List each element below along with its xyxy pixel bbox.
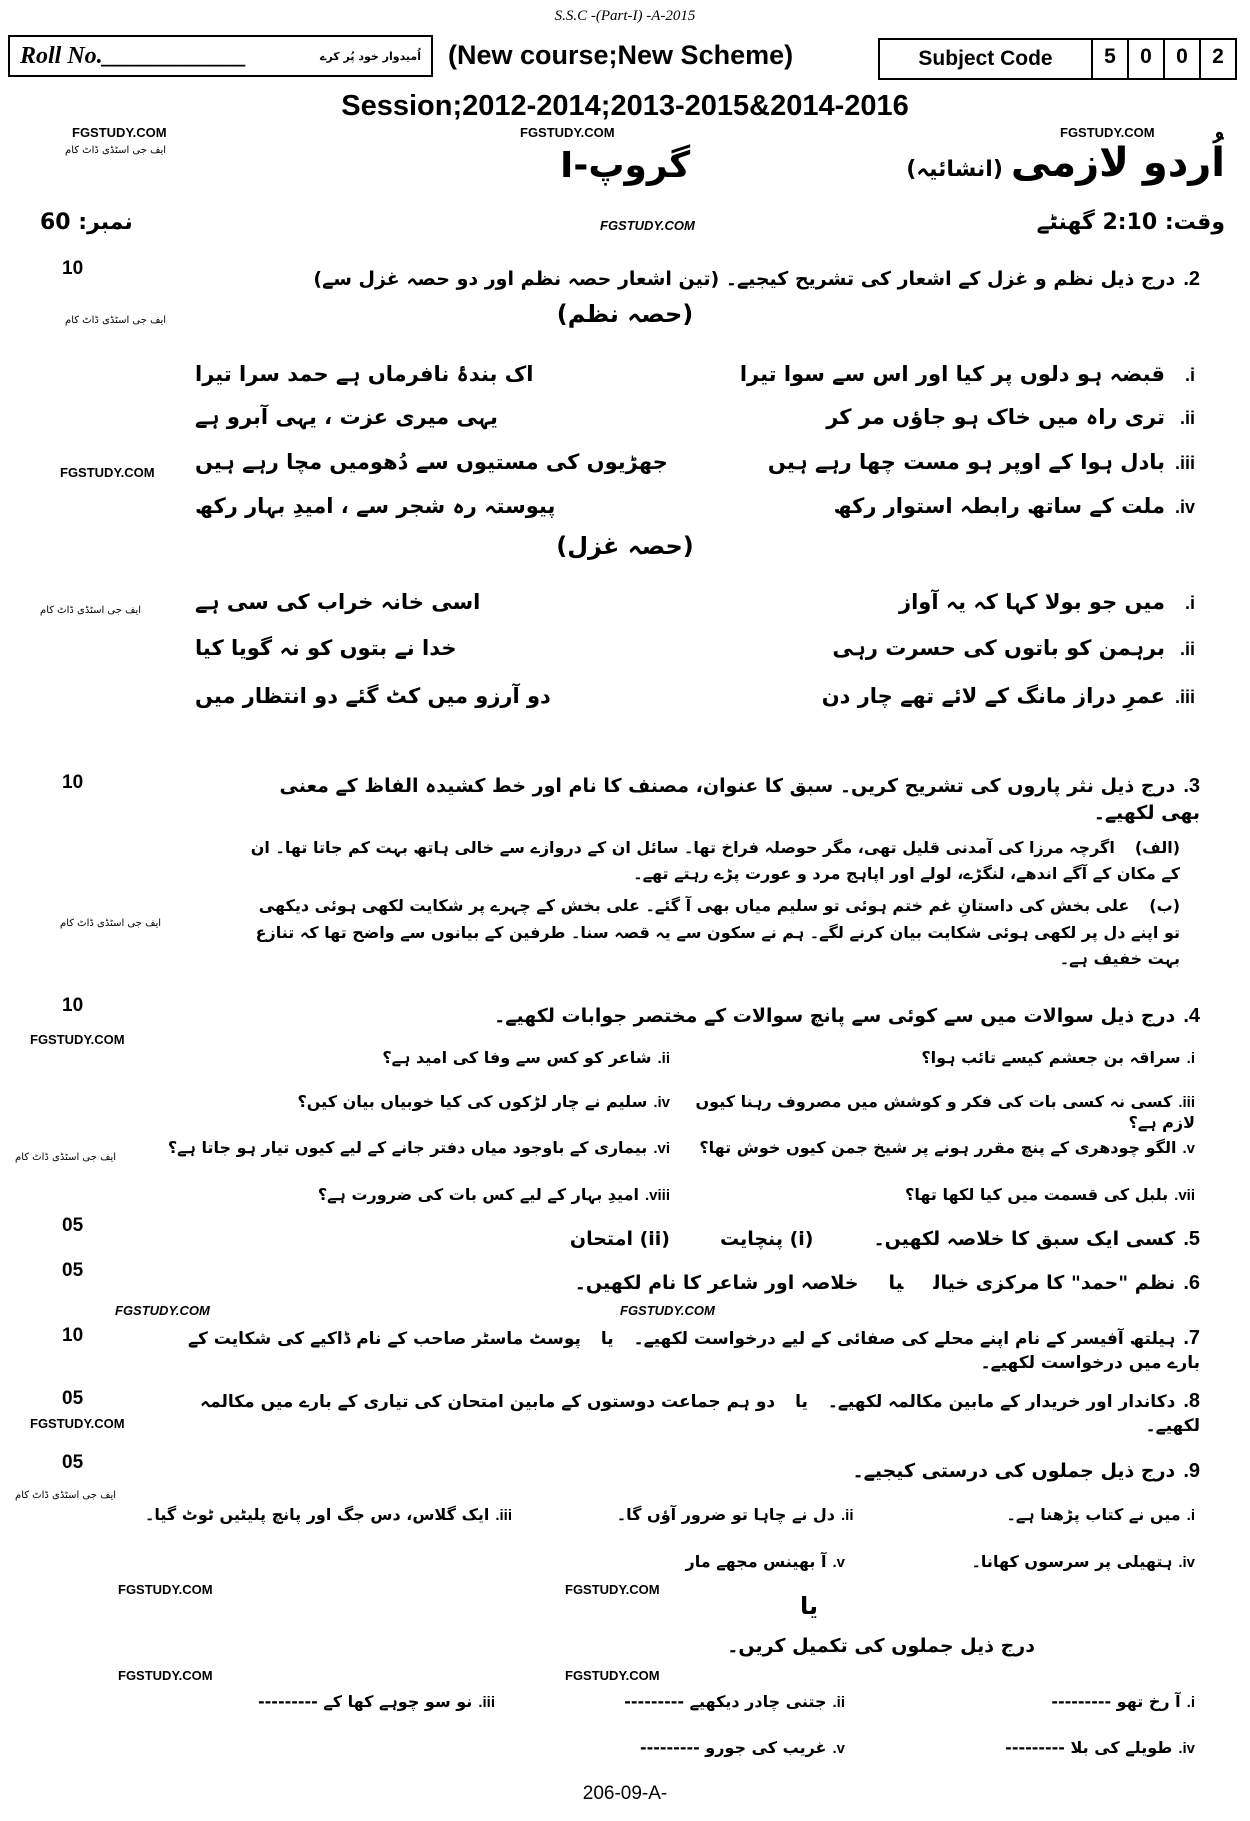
- or-label: یا: [888, 1272, 904, 1294]
- ghazal-heading: (حصہ غزل): [556, 532, 694, 560]
- question-text: امیدِ بہار کے لیے کس بات کی ضرورت ہے؟: [317, 1185, 639, 1204]
- sentence-item: [845, 1692, 1195, 1711]
- watermark: FGSTUDY.COM: [60, 465, 155, 480]
- sentence-number: v.: [832, 1740, 845, 1757]
- sentence-row: [495, 1738, 1195, 1757]
- verse-line-b: پیوستہ رہ شجر سے ، امیدِ بہار رکھ: [195, 494, 556, 518]
- subject-subtitle: (انشائیہ): [906, 157, 1003, 182]
- or-label: یا: [600, 1329, 614, 1349]
- session-line: Session;2012-2014;2013-2015&2014-2016: [341, 90, 909, 122]
- board-line: S.S.C -(Part-I) -A-2015: [554, 8, 696, 24]
- question-text: سلیم نے چار لڑکوں کی کیا خوبیاں بیان کیں؟: [297, 1092, 648, 1111]
- subject-code-digit: 0: [1127, 40, 1163, 78]
- verse-row: [195, 684, 1195, 708]
- question-number: iv.: [653, 1094, 670, 1111]
- sentence-text: نو سو چوہے کھا کے ---------: [258, 1692, 473, 1711]
- q7-instruction: [170, 1325, 1200, 1375]
- question-row: [145, 1185, 1195, 1206]
- verse-row: [195, 636, 1195, 660]
- verse-number: iii.: [1174, 687, 1195, 707]
- verse-line-a: میں جو بولا کہا کہ یہ آواز: [899, 590, 1165, 614]
- subject-code-box: [878, 38, 1237, 80]
- watermark: FGSTUDY.COM: [30, 1032, 125, 1047]
- sentence-row: [145, 1692, 1195, 1711]
- verse-line-b: خدا نے بتوں کو نہ گویا کیا: [195, 636, 457, 660]
- question-text: شاعر کو کس سے وفا کی امید ہے؟: [382, 1048, 652, 1067]
- q8-instruction: [170, 1388, 1200, 1438]
- passage-text: اگرچہ مرزا کی آمدنی قلیل تھی، مگر حوصلہ فراخ تھا۔ سائل ان کے دروازے سے خالی ہاتھ بہت کم جاتا تھا۔ ان کے مکان کے آگے اندھے،: [250, 837, 1180, 883]
- sentence-text: غریب کی جورو ---------: [639, 1738, 827, 1757]
- sentence-text: ایک گلاس، دس جگ اور پانچ پلیٹیں ٹوٹ گیا۔: [145, 1505, 490, 1524]
- question-text: بیماری کے باوجود میاں دفتر جانے کے لیے کیوں تیار ہو جاتا ہے؟: [167, 1138, 648, 1157]
- q6-text: نظم "حمد" کا مرکزی خیال: [933, 1272, 1176, 1294]
- q4-number: 4.: [1183, 1005, 1200, 1027]
- verse-number: ii.: [1179, 639, 1195, 659]
- q2-text: درج ذیل نظم و غزل کے اشعار کی تشریح کیجیے۔ (تین اشعار حصہ نظم اور دو حصہ غزل سے): [313, 268, 1176, 290]
- watermark-urdu: ایف جی اسٹڈی ڈاٹ کام: [65, 315, 167, 326]
- verse-row: [195, 494, 1195, 518]
- sentence-number: ii.: [840, 1507, 854, 1524]
- q3-number: 3.: [1183, 775, 1200, 797]
- sentence-item: [495, 1738, 845, 1757]
- passage-label: (ب): [1149, 896, 1180, 916]
- watermark: FGSTUDY.COM: [118, 1668, 213, 1683]
- watermark-urdu: ایف جی اسٹڈی ڈاٹ کام: [15, 1490, 117, 1501]
- short-question: [145, 1092, 670, 1134]
- verse-line-b: اسی خانہ خراب کی سی ہے: [195, 590, 481, 614]
- sentence-row: [495, 1552, 1195, 1571]
- passage-b-cont: لگے۔ ہم نے سکون سے یہ قصہ سنا۔ طرفین کے بیانوں سے واضح تھا کہ تنازع بہت خفیف ہے۔: [255, 922, 1180, 969]
- question-number: vii.: [1174, 1187, 1195, 1204]
- sentence-text: آ بھینس مجھے مار: [685, 1552, 827, 1571]
- short-question: [670, 1048, 1195, 1069]
- q6-text-alt: خلاصہ اور شاعر کا نام لکھیں۔: [574, 1272, 859, 1294]
- subject-code-label: Subject Code: [918, 47, 1053, 70]
- sentence-number: iv.: [1178, 1554, 1195, 1571]
- q8-number: 8.: [1183, 1390, 1200, 1412]
- passage-a: [250, 835, 1180, 888]
- q4-instruction: [494, 1005, 1200, 1028]
- q6-instruction: [170, 1270, 1200, 1297]
- verse-line-b: جھڑیوں کی مستیوں سے دُھومیں مچا رہے ہیں: [195, 450, 668, 474]
- question-row: [145, 1048, 1195, 1069]
- watermark: FGSTUDY.COM: [72, 125, 167, 140]
- verse-number: i.: [1184, 365, 1195, 385]
- q7-number: 7.: [1183, 1327, 1200, 1349]
- q8-text: دکاندار اور خریدار کے مابین مکالمہ لکھیے۔: [827, 1392, 1176, 1412]
- question-row: [145, 1138, 1195, 1159]
- roll-number-box[interactable]: [8, 35, 433, 77]
- sentence-item: [495, 1552, 845, 1571]
- subject-code-digit: 5: [1091, 40, 1127, 78]
- verse-line-b: دو آرزو میں کٹ گئے دو انتظار میں: [195, 684, 551, 708]
- q3-block: [250, 772, 1200, 979]
- verse-line-a: بادل ہوا کے اوپر ہو مست چھا رہے ہیں: [767, 450, 1165, 474]
- watermark-urdu: ایف جی اسٹڈی ڈاٹ کام: [15, 1152, 117, 1163]
- q5-option: (ii) امتحان: [569, 1228, 670, 1250]
- verse-number: ii.: [1179, 408, 1195, 428]
- q2-instruction: [313, 268, 1200, 291]
- watermark: FGSTUDY.COM: [620, 1303, 715, 1318]
- verse-number: i.: [1184, 593, 1195, 613]
- passage-text: علی بخش کی داستانِ غم ختم ہوئی تو سلیم میاں بھی آ گئے۔ علی بخش کے چہرے پر شکایت لکھی ہوئی دیکھی تو اپنے دل پر لکھی ہوئی شکایت بیان کرنے: [258, 896, 1180, 942]
- subject-code-digit: 0: [1163, 40, 1199, 78]
- q9-marks: 05: [62, 1452, 84, 1473]
- sentence-item: [845, 1552, 1195, 1571]
- q7-text: ہیلتھ آفیسر کے نام اپنے محلے کی صفائی کے لیے درخواست لکھیے۔: [633, 1329, 1176, 1349]
- verse-line-a: تری راہ میں خاک ہو جاؤں مر کر: [826, 405, 1165, 429]
- roll-label: Roll No.: [20, 42, 103, 69]
- question-number: vi.: [653, 1140, 670, 1157]
- watermark-urdu: ایف جی اسٹڈی ڈاٹ کام: [65, 145, 167, 156]
- question-number: i.: [1186, 1050, 1195, 1067]
- verse-row: [195, 590, 1195, 614]
- roll-label-wrap: Roll No.____________: [20, 42, 247, 69]
- q3-instruction: [250, 772, 1200, 827]
- verse-row: [195, 450, 1195, 474]
- verse-number: iv.: [1174, 497, 1195, 517]
- time-allowed: وقت: 2:10 گھنٹے: [1036, 210, 1225, 235]
- verse-line-a: ملت کے ساتھ رابطہ استوار رکھ: [833, 494, 1165, 518]
- question-text: الگو چودھری کے پنچ مقرر ہونے پر شیخ جمن کیوں خوش تھا؟: [699, 1138, 1177, 1157]
- q9-part2-instruction: درج ذیل جملوں کی تکمیل کریں۔: [727, 1635, 1035, 1657]
- sentence-item: [145, 1505, 512, 1524]
- q4-marks: 10: [62, 995, 84, 1016]
- sentence-number: ii.: [832, 1694, 845, 1711]
- sentence-text: طویلے کی بلا ---------: [1005, 1738, 1173, 1757]
- q6-marks: 05: [62, 1260, 84, 1281]
- q5-option: (i) پنچایت: [719, 1228, 814, 1250]
- sentence-item: [512, 1505, 854, 1524]
- q9-number: 9.: [1183, 1460, 1200, 1482]
- subject-name: اُردو لازمی: [1010, 140, 1225, 186]
- q4-text: درج ذیل سوالات میں سے کوئی سے پانچ سوالات کے مختصر جوابات لکھیے۔: [494, 1005, 1176, 1027]
- sentence-text: آ رخ تھو ---------: [1051, 1692, 1181, 1711]
- sentence-number: i.: [1186, 1507, 1195, 1524]
- watermark: FGSTUDY.COM: [520, 125, 615, 140]
- q2-number: 2.: [1183, 268, 1200, 290]
- watermark: FGSTUDY.COM: [1060, 125, 1155, 140]
- q7-text-alt: پوسٹ ماسٹر صاحب کے نام ڈاکیے کی شکایت کے بارے میں درخواست لکھیے۔: [188, 1329, 1200, 1373]
- sentence-item: [145, 1692, 495, 1711]
- group-title: گروپ-I: [560, 145, 691, 186]
- sentence-text: ہتھیلی پر سرسوں کھانا۔: [971, 1552, 1173, 1571]
- sentence-text: جتنی چادر دیکھیے ---------: [624, 1692, 827, 1711]
- watermark-urdu: ایف جی اسٹڈی ڈاٹ کام: [60, 918, 162, 929]
- question-text: سراقہ بن جعشم کیسے تائب ہوا؟: [921, 1048, 1181, 1067]
- course-label: (New course;New Scheme): [448, 40, 794, 70]
- q7-marks: 10: [62, 1325, 84, 1346]
- passage-b: [250, 893, 1180, 972]
- watermark-urdu: ایف جی اسٹڈی ڈاٹ کام: [40, 605, 142, 616]
- q8-text-alt: دو ہم جماعت دوستوں کے مابین امتحان کی تیاری کے بارے میں مکالمہ لکھیے۔: [200, 1392, 1200, 1436]
- question-number: ii.: [657, 1050, 670, 1067]
- q5-number: 5.: [1183, 1228, 1200, 1250]
- sentence-row: [145, 1505, 1195, 1524]
- sentence-text: دل نے چاہا تو ضرور آؤں گا۔: [616, 1505, 835, 1524]
- q8-marks: 05: [62, 1388, 84, 1409]
- q5-marks: 05: [62, 1215, 84, 1236]
- question-number: viii.: [644, 1187, 670, 1204]
- short-question: [145, 1185, 670, 1206]
- question-row: [145, 1092, 1195, 1134]
- verse-line-b: یہی میری عزت ، یہی آبرو ہے: [195, 405, 498, 429]
- sentence-text: میں نے کتاب پڑھنا ہے۔: [1006, 1505, 1181, 1524]
- verse-line-b: اک بندۂ نافرماں ہے حمد سرا تیرا: [195, 362, 534, 386]
- subject-code-digit: 2: [1199, 40, 1235, 78]
- q5-instruction: [570, 1228, 1200, 1251]
- sentence-number: i.: [1186, 1694, 1195, 1711]
- watermark: FGSTUDY.COM: [565, 1668, 660, 1683]
- sentence-item: [854, 1505, 1196, 1524]
- q9-instruction: [853, 1460, 1200, 1483]
- sentence-number: iii.: [478, 1694, 495, 1711]
- passage-a-cont: لنگڑے، لولے اور اپاہج مرد و عورت پڑے رہتے تھے۔: [633, 863, 1005, 883]
- watermark: FGSTUDY.COM: [30, 1416, 125, 1431]
- sentence-number: v.: [832, 1554, 845, 1571]
- question-number: iii.: [1178, 1094, 1195, 1111]
- short-question: [145, 1048, 670, 1069]
- q9-text: درج ذیل جملوں کی درستی کیجیے۔: [852, 1460, 1176, 1482]
- short-question: [670, 1185, 1195, 1206]
- roll-note: اُمیدوار خود پُر کرے: [320, 49, 421, 63]
- q3-text: درج ذیل نثر پاروں کی تشریح کریں۔ سبق کا عنوان، مصنف کا نام اور خط کشیدہ الفاظ کے معنی بھی لکھیے۔: [279, 775, 1200, 824]
- subject-title: [906, 140, 1225, 186]
- nazm-heading: (حصہ نظم): [556, 300, 694, 328]
- verse-row: [195, 405, 1195, 429]
- question-text: کسی نہ کسی بات کی فکر و کوشش میں مصروف رہنا کیوں لازم ہے؟: [695, 1092, 1195, 1132]
- watermark: FGSTUDY.COM: [115, 1303, 210, 1318]
- q2-marks: 10: [62, 258, 84, 279]
- verse-line-a: قبضہ ہو دلوں پر کیا اور اس سے سوا تیرا: [739, 362, 1165, 386]
- sentence-number: iii.: [495, 1507, 512, 1524]
- verse-number: iii.: [1174, 453, 1195, 473]
- verse-line-a: برہمن کو باتوں کی حسرت رہی: [832, 636, 1165, 660]
- watermark: FGSTUDY.COM: [118, 1582, 213, 1597]
- watermark: FGSTUDY.COM: [600, 218, 695, 233]
- passage-label: (الف): [1134, 837, 1180, 857]
- watermark: FGSTUDY.COM: [565, 1582, 660, 1597]
- sentence-number: iv.: [1178, 1740, 1195, 1757]
- question-text: بلبل کی قسمت میں کیا لکھا تھا؟: [905, 1185, 1169, 1204]
- sentence-item: [495, 1692, 845, 1711]
- or-label: یا: [795, 1392, 808, 1412]
- q3-marks: 10: [62, 772, 84, 793]
- sentence-item: [845, 1738, 1195, 1757]
- short-question: [670, 1092, 1195, 1134]
- verse-line-a: عمرِ دراز مانگ کے لائے تھے چار دن: [821, 684, 1165, 708]
- verse-row: [195, 362, 1195, 386]
- question-number: v.: [1182, 1140, 1195, 1157]
- short-question: [670, 1138, 1195, 1159]
- q6-number: 6.: [1183, 1272, 1200, 1294]
- short-question: [145, 1138, 670, 1159]
- q5-text: کسی ایک سبق کا خلاصہ لکھیں۔: [873, 1228, 1176, 1250]
- total-marks: نمبر: 60: [40, 210, 133, 235]
- footer-code: 206-09-A-: [582, 1783, 668, 1804]
- or-label: یا: [800, 1592, 819, 1620]
